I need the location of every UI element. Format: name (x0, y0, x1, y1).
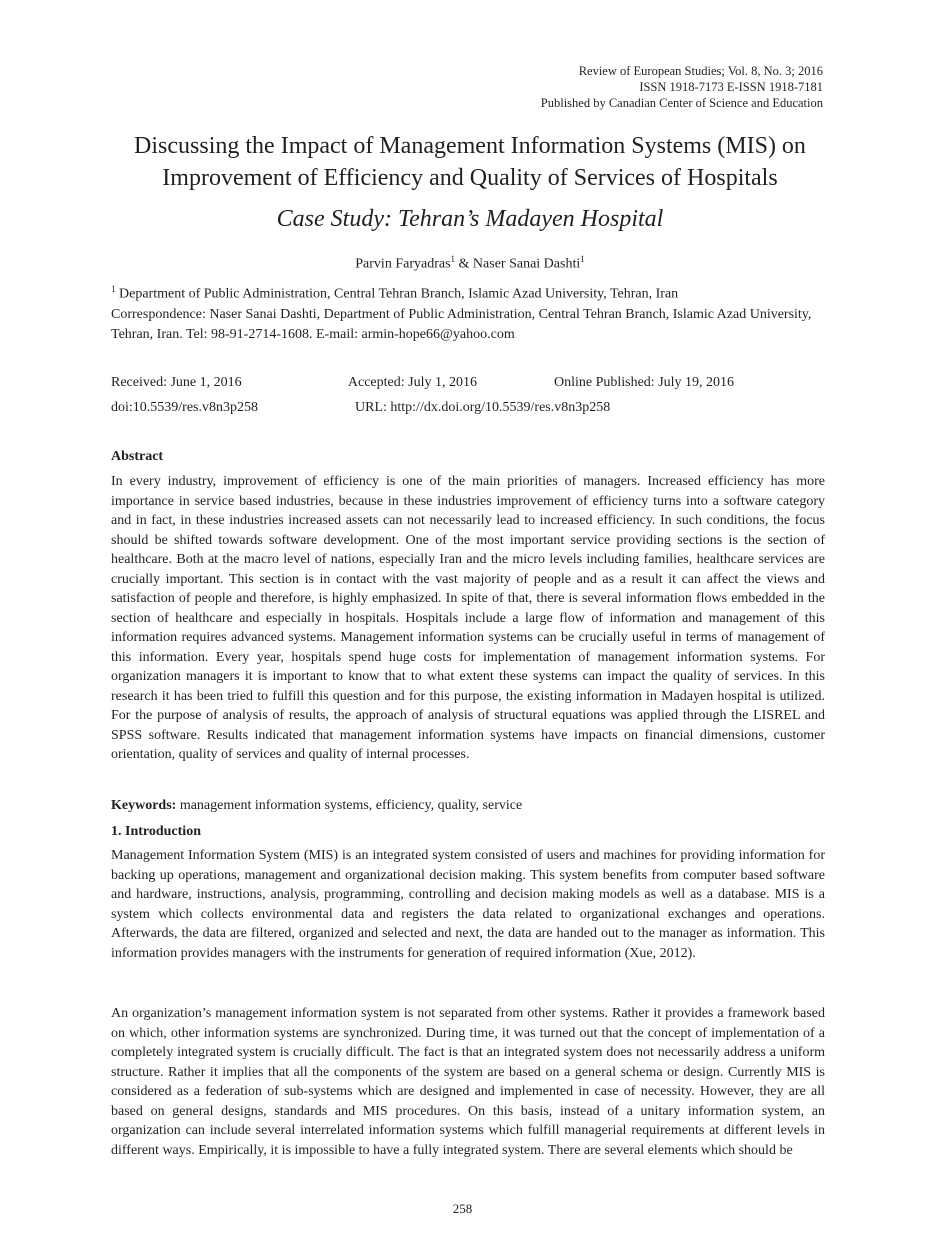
keywords (111, 796, 825, 816)
journal-publisher: Published by Canadian Center of Science and Education (540, 96, 823, 110)
section-heading: 1. Introduction (111, 824, 201, 839)
journal-header (541, 63, 823, 111)
doi-line (111, 398, 825, 418)
paper-title (100, 130, 840, 194)
journal-citation: Review of European Studies; Vol. 8, No. 3; 2016 (578, 64, 823, 78)
body-paragraph: An organization’s management information system is not separated from other systems. Rather it provides a framework based on which, other information systems are synchronized. During time, it was turned out that the concept of implementation of a completely integrated system is crucially difficult. The fact is that an integrated system does not necessarily address a uniform structure. Rather it implies that all the components of the system are based on a general schema or design. Currently MIS is considered as a federation of sub-systems which are designed and implemented in case of necessity. However, they are all based on general designs, standards and MIS procedures. On this basis, instead of a unitary information system, an organization can include several interrelated information systems which fulfill managerial requirements at different levels in different ways. Empirically, it is impossible to have a fully integrated system. There are several elements which should be (111, 1006, 825, 1158)
affiliation-mark: 1 (111, 284, 116, 294)
paper-title-line1: Discussing the Impact of Management Information Systems (MIS) on (134, 133, 806, 159)
published-date: Online Published: July 19, 2016 (553, 375, 735, 390)
correspondence: Correspondence: Naser Sanai Dashti, Department of Public Administration, Central Tehran Branch, Islamic Azad University, Tehran, Iran. Tel: 98-91-2714-1608. E-mail: armin-hope66@yahoo.com (111, 307, 812, 342)
received-date: Received: June 1, 2016 (111, 375, 242, 390)
author-joiner: & (455, 256, 473, 272)
article-dates (111, 373, 825, 393)
author-affiliation-mark: 1 (450, 254, 456, 264)
author-name: Naser Sanai Dashti (472, 256, 581, 272)
keywords-text: management information systems, efficiency, quality, service (176, 798, 523, 813)
affiliation-text: Department of Public Administration, Central Tehran Branch, Islamic Azad University, Tehran, Iran (115, 286, 679, 302)
doi-url[interactable]: URL: http://dx.doi.org/10.5539/res.v8n3p258 (355, 400, 611, 415)
abstract-heading: Abstract (111, 449, 164, 464)
affiliation (111, 280, 825, 304)
page-number: 258 (452, 1201, 473, 1216)
keywords-label: Keywords: (111, 798, 177, 813)
journal-issn: ISSN 1918-7173 E-ISSN 1918-7181 (639, 80, 823, 94)
author-list (100, 254, 840, 273)
author-affiliation-mark: 1 (580, 254, 585, 264)
abstract-text: In every industry, improvement of efficiency is one of the main priorities of managers. Increased efficiency has more importance in service based industries, because in these industries improvement of efficiency turns into a software category and in fact, in these industries increased assets can not necessarily lead to increased efficiency. In such conditions, the focus should be shifted towards software development. One of the most important service providing sections is the section of healthcare. Both at the macro level of nations, especially Iran and the micro levels including families, healthcare services are crucially important. This section is in contact with the vast majority of people and as a result it can affect the views and satisfaction of people and therefore, is highly emphasized. In spite of that, there is several information flows embedded in the section of healthcare and especially in hospitals. Hospitals include a large flow of information and management of this information requires advanced systems. Management information systems can be crucially useful in terms of management of this information. Every year, hospitals spend huge costs for implementation of management information systems. For organization managers it is important to know that to what extent these systems can impact the quality of services. In this research it has been tried to fulfill this question and for this purpose, the existing information in Madayen hospital is utilized. For the purpose of analysis of results, the approach of analysis of structural equations was applied through the LISREL and SPSS software. Results indicated that management information systems have impacts on financial dimensions, customer orientation, quality of services and quality of internal processes. (111, 474, 825, 762)
paper-subtitle: Case Study: Tehran’s Madayen Hospital (276, 206, 664, 232)
doi: doi:10.5539/res.v8n3p258 (111, 400, 258, 415)
accepted-date: Accepted: July 1, 2016 (347, 375, 477, 390)
body-paragraph: Management Information System (MIS) is an integrated system consisted of users and machines for providing information for backing up operations, management and organizational decision making. This system benefits from computer based software and hardware, instructions, analysis, programming, controlling and decision making models as well as a database. MIS is a system which collects environmental data and registers the data related to organizational exchanges and operations. Afterwards, the data are filtered, organized and selected and next, the data are handed out to the manager as information. This information provides managers with the instruments for generation of required information (Xue, 2012). (111, 848, 825, 961)
author-name: Parvin Faryadras (355, 256, 451, 272)
paper-title-line2: Improvement of Efficiency and Quality of Services of Hospitals (162, 165, 778, 191)
